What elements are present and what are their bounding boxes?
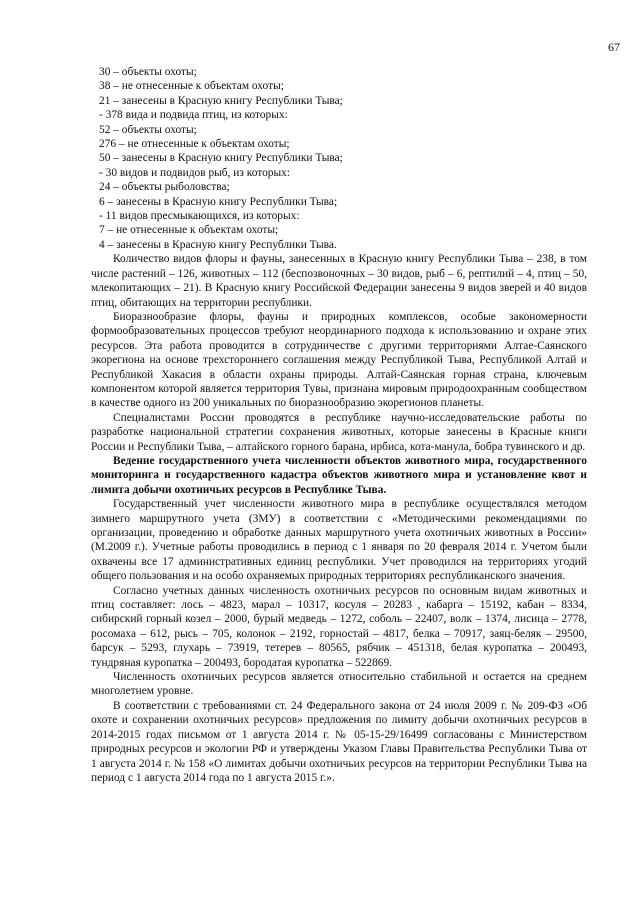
page-number: 67 [608,40,620,54]
list-line: 21 – занесены в Красную книгу Республики Тыва; [99,94,343,107]
species-list [91,65,587,252]
list-line: 30 – объекты охоты; [99,66,197,78]
list-line: 7 – не отнесенные к объектам охоты; [99,224,279,237]
list-line: 24 – объекты рыболовства; [99,181,230,194]
paragraph-population-data: Согласно учетных данных численность охотничьих ресурсов по основным видам животных и птиц составляет: лось – 4823, марал – 10317, косуля – 20283 , кабарга – 15192, кабан – 8334, сибирский горный козел – 2000, бурый медведь – 1272, соболь – 22407, волк – 1374, лисица – 2778, росомаха – 612, рысь – 705, колонок – 2192, горностай – 4817, белка – 70917, заяц-беляк – 29500, барсук – 5293, глухарь – 73919, тетерев – 80565, рябчик – 451318, белая куропатка – 200493, тундряная куропатка – 200493, бородатая куропатка – 522869. [91,584,587,669]
paragraph-stability: Численность охотничьих ресурсов является относительно стабильной и остается на среднем многолетнем уровне. [91,671,587,698]
list-line: - 30 видов и подвидов рыб, из которых: [99,166,290,179]
list-line: 4 – занесены в Красную книгу Республики Тыва. [99,238,337,251]
list-line: 50 – занесены в Красную книгу Республики Тыва; [99,152,343,165]
section-heading: Ведение государственного учета численности объектов животного мира, государственного мониторинга и государственного кадастра объектов животного мира и установление квот и лимита добычи охотничьих ресурсов в Республике Тыва. [91,454,587,496]
list-line: 52 – объекты охоты; [99,123,197,136]
list-line: - 378 вида и подвида птиц, из которых: [99,109,288,122]
paragraph-red-book-counts: Количество видов флоры и фауны, занесенных в Красную книгу Республики Тыва – 238, в том числе растений – 126, животных – 112 (беспозвоночных – 30 видов, рыб – 6, рептилий – 4, птиц – 50, млекопитающих – 21). В Красную книгу Российской Федерации занесены 9 видов зверей и 40 видов птиц, обитающих на территории республики. [91,253,587,309]
list-line: 276 – не отнесенные к объектам охоты; [99,138,290,151]
document-body [91,65,587,785]
list-line: 38 – не отнесенные к объектам охоты; [99,80,284,93]
paragraph-census: Государственный учет численности животного мира в республике осуществлялся методом зимнего маршрутного учета (ЗМУ) в соответствии с «Методическими рекомендациями по организации, проведению и обработке данных маршрутного учета охотничьих животных в России» (М.2009 г.). Учетные работы проводились в период с 1 января по 20 февраля 2014 г. Учетом были охвачены все 17 административных единиц республики. Учет проводился на территориях угодий общего пользования и на особо охраняемых природных территориях республиканского значения. [91,498,587,583]
paragraph-biodiversity: Биоразнообразие флоры, фауны и природных комплексов, особые закономерности формообразовательных процессов требуют неординарного подхода к использованию и охране этих ресурсов. Эта работа проводится в сотрудничестве с другими территориями Алтае-Саянского экорегиона на основе трехстороннего соглашения между Республикой Тыва, Республикой Алтай и Республикой Хакасия в области охраны природы. Алтай-Саянская горная страна, ключевым компонентом которой является территория Тувы, признана мировым природоохранным сообществом в качестве одного из 200 уникальных по биоразнообразию экорегионов планеты. [91,310,587,410]
list-line: - 11 видов пресмыкающихся, из которых: [99,210,300,223]
paragraph-research: Специалистами России проводятся в республике научно-исследовательские работы по разработке национальной стратегии сохранения животных, которые занесены в Красные книги России и Республики Тыва, – алтайского горного барана, ирбиса, кота-манула, бобра тувинского и др. [91,411,587,453]
list-line: 6 – занесены в Красную книгу Республики Тыва; [99,195,338,208]
paragraph-quota-law: В соответствии с требованиями ст. 24 Федерального закона от 24 июля 2009 г. № 209-ФЗ «Об охоте и сохранении охотничьих ресурсов» предложения по лимиту добычи охотничьих ресурсов в 2014-2015 годах письмом от 1 августа 2014 г. № 05-15-29/16499 согласованы с Министерством природных ресурсов и экологии РФ и утверждены Указом Главы Правительства Республики Тыва от 1 августа 2014 г. № 158 «О лимитах добычи охотничьих ресурсов на территории Республики Тыва на период с 1 августа 2014 года по 1 августа 2015 г.». [91,699,587,784]
